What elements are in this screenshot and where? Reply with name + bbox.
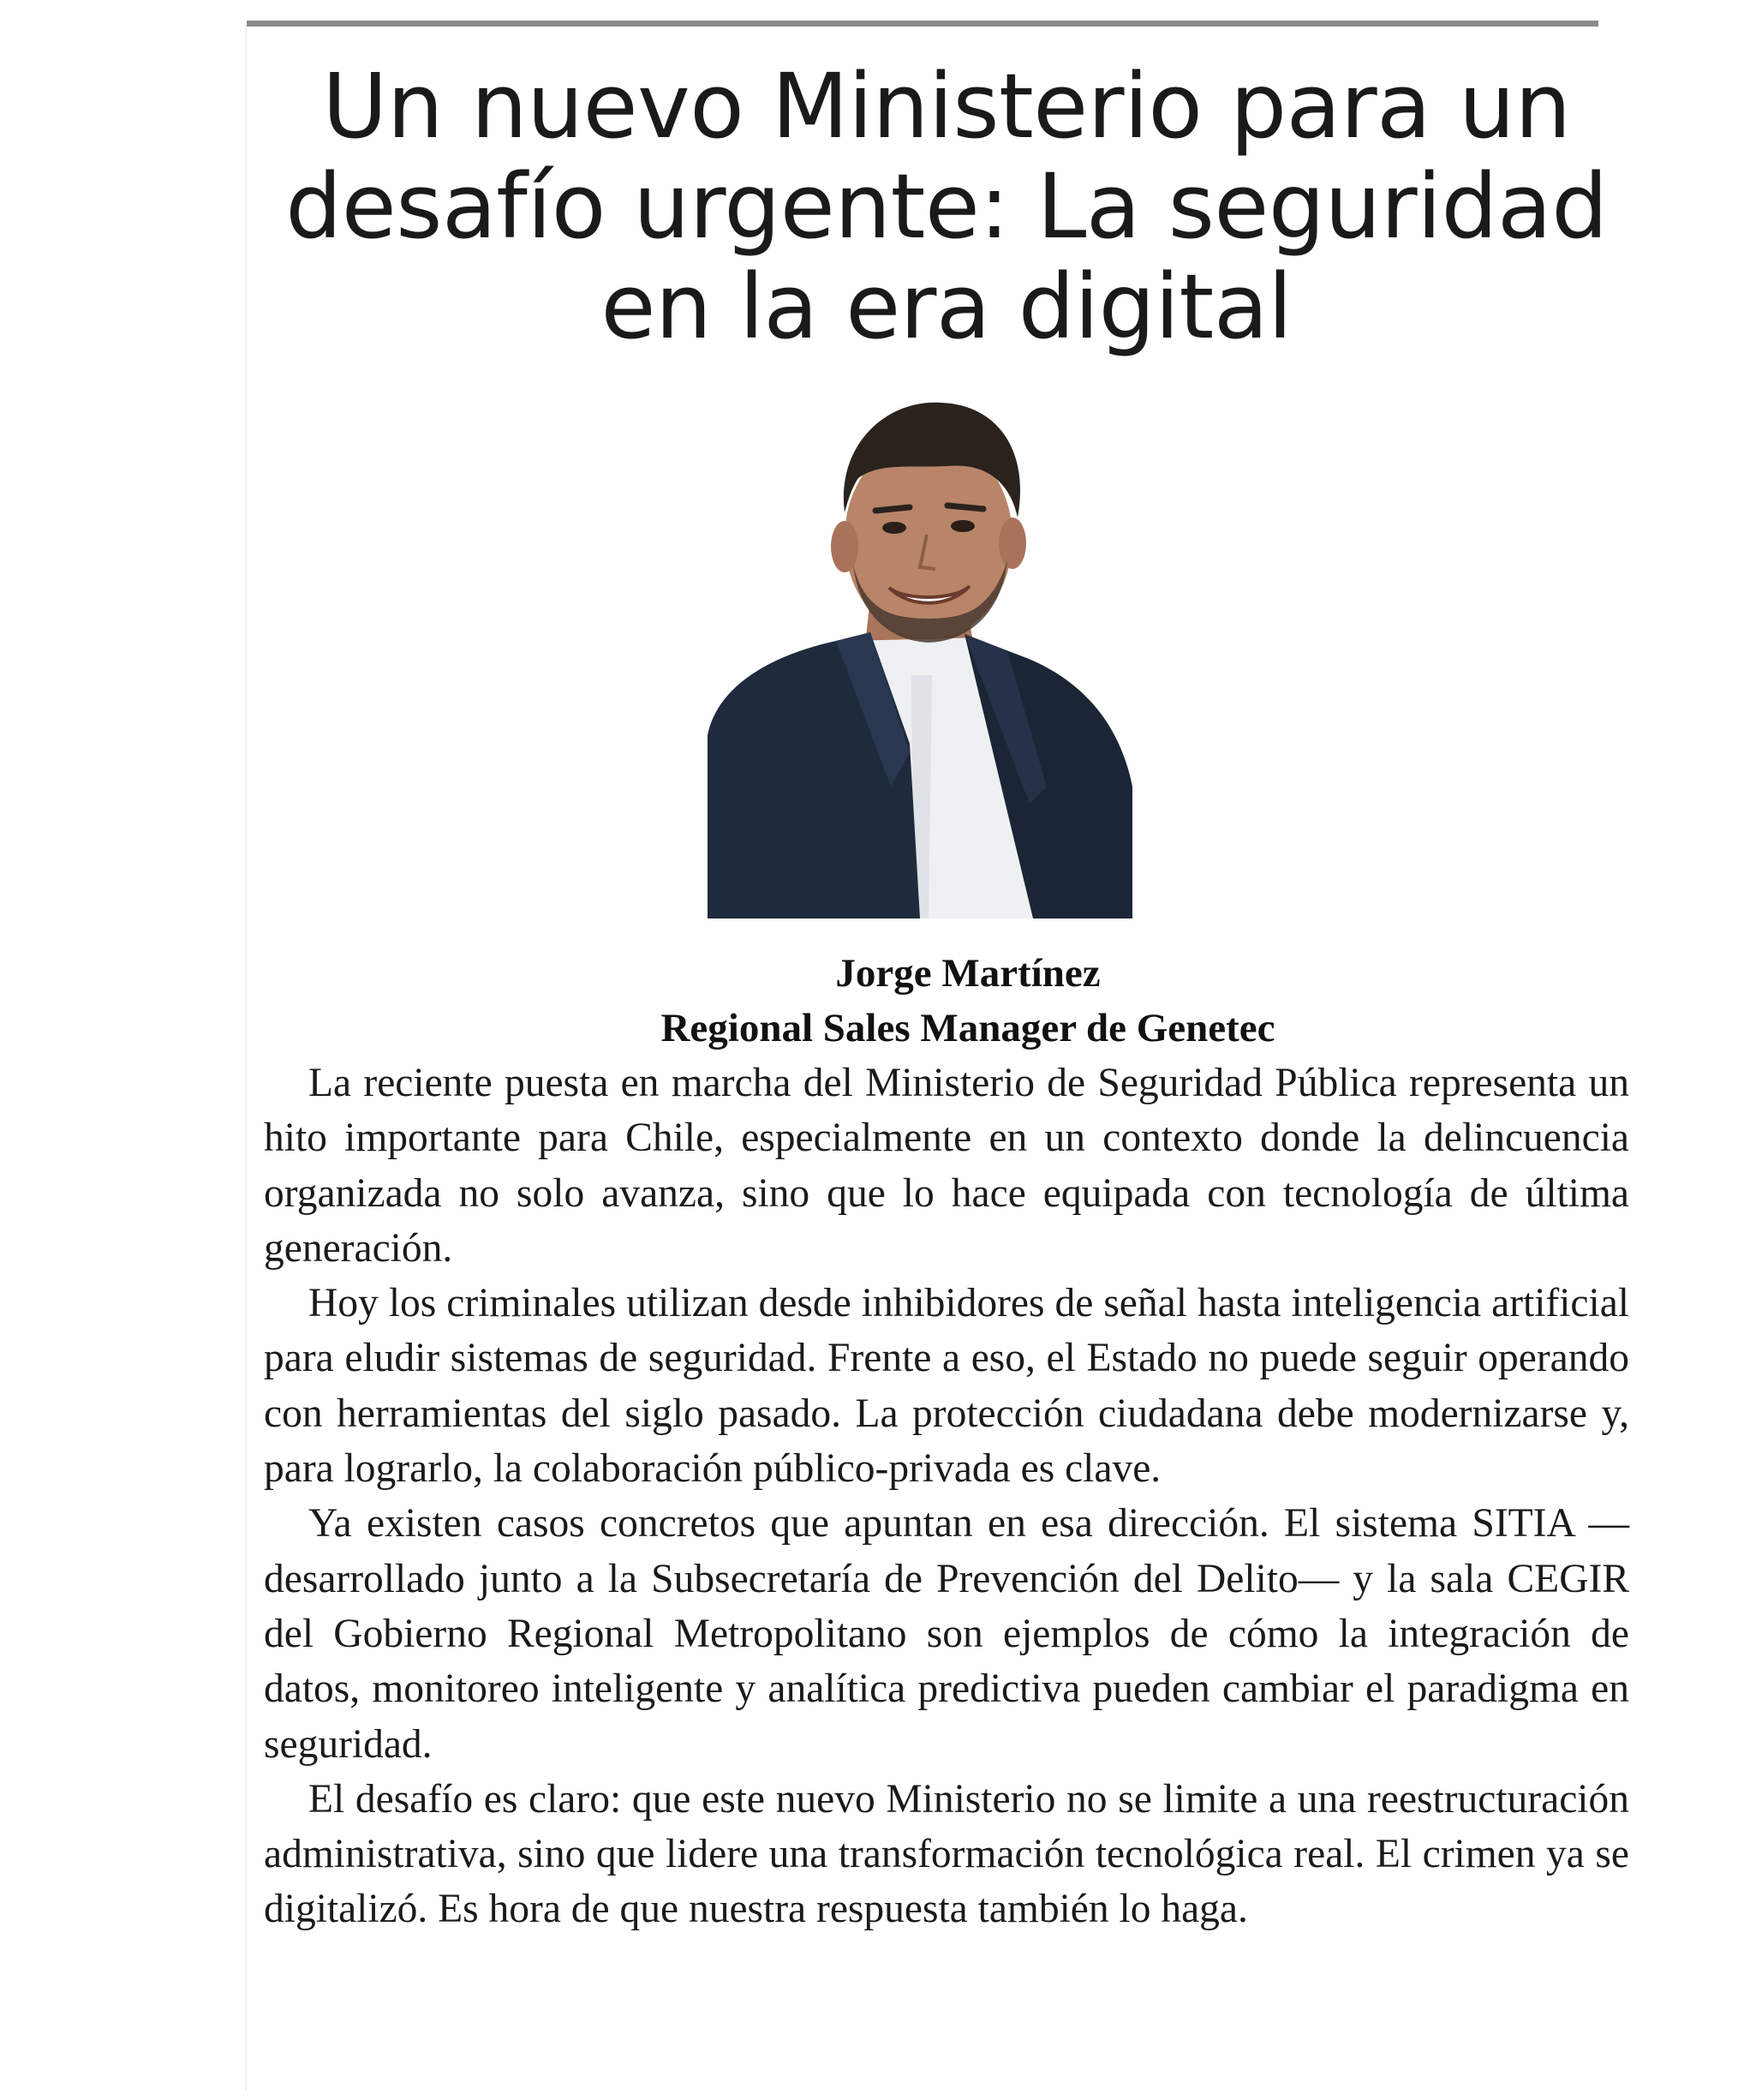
column-edge <box>245 26 247 2091</box>
paragraph: El desafío es claro: que este nuevo Ministerio no se limite a una reestructuración administrativa, sino que lidere una transformación tecnológica real. El crimen ya se digitalizó. Es hora de que nuestra respuesta también lo haga. <box>264 1776 1629 1932</box>
paragraph: La reciente puesta en marcha del Ministerio de Seguridad Pública representa un hito importante para Chile, especialmente en un contexto donde la delincuencia organizada no solo avanza, sino que lo hace equipada con tecnología de última generación. <box>264 1061 1629 1271</box>
article-body <box>264 1056 1629 1937</box>
author-name: Jorge Martínez <box>835 951 1101 996</box>
byline <box>257 946 1679 1056</box>
author-photo <box>708 384 1132 918</box>
author-role: Regional Sales Manager de Genetec <box>660 1006 1275 1050</box>
top-divider <box>247 21 1598 27</box>
paragraph: Ya existen casos concretos que apuntan en esa dirección. El sistema SITIA —desarrollado junto a la Subsecretaría de Prevención del Delito— y la sala CEGIR del Gobierno Regional Metropolitano son ejemplos de cómo la integración de datos, monitoreo inteligente y analítica predictiva pueden cambiar el paradigma en seguridad. <box>264 1501 1629 1767</box>
article-headline: Un nuevo Ministerio para un desafío urgente: La seguridad en la era digital <box>285 54 1608 359</box>
paragraph: Hoy los criminales utilizan desde inhibidores de señal hasta inteligencia artificial para eludir sistemas de seguridad. Frente a eso, el Estado no puede seguir operando con herramientas del siglo pasado. La protección ciudadana debe modernizarse y, para lograrlo, la colaboración público-privada es clave. <box>264 1281 1629 1492</box>
